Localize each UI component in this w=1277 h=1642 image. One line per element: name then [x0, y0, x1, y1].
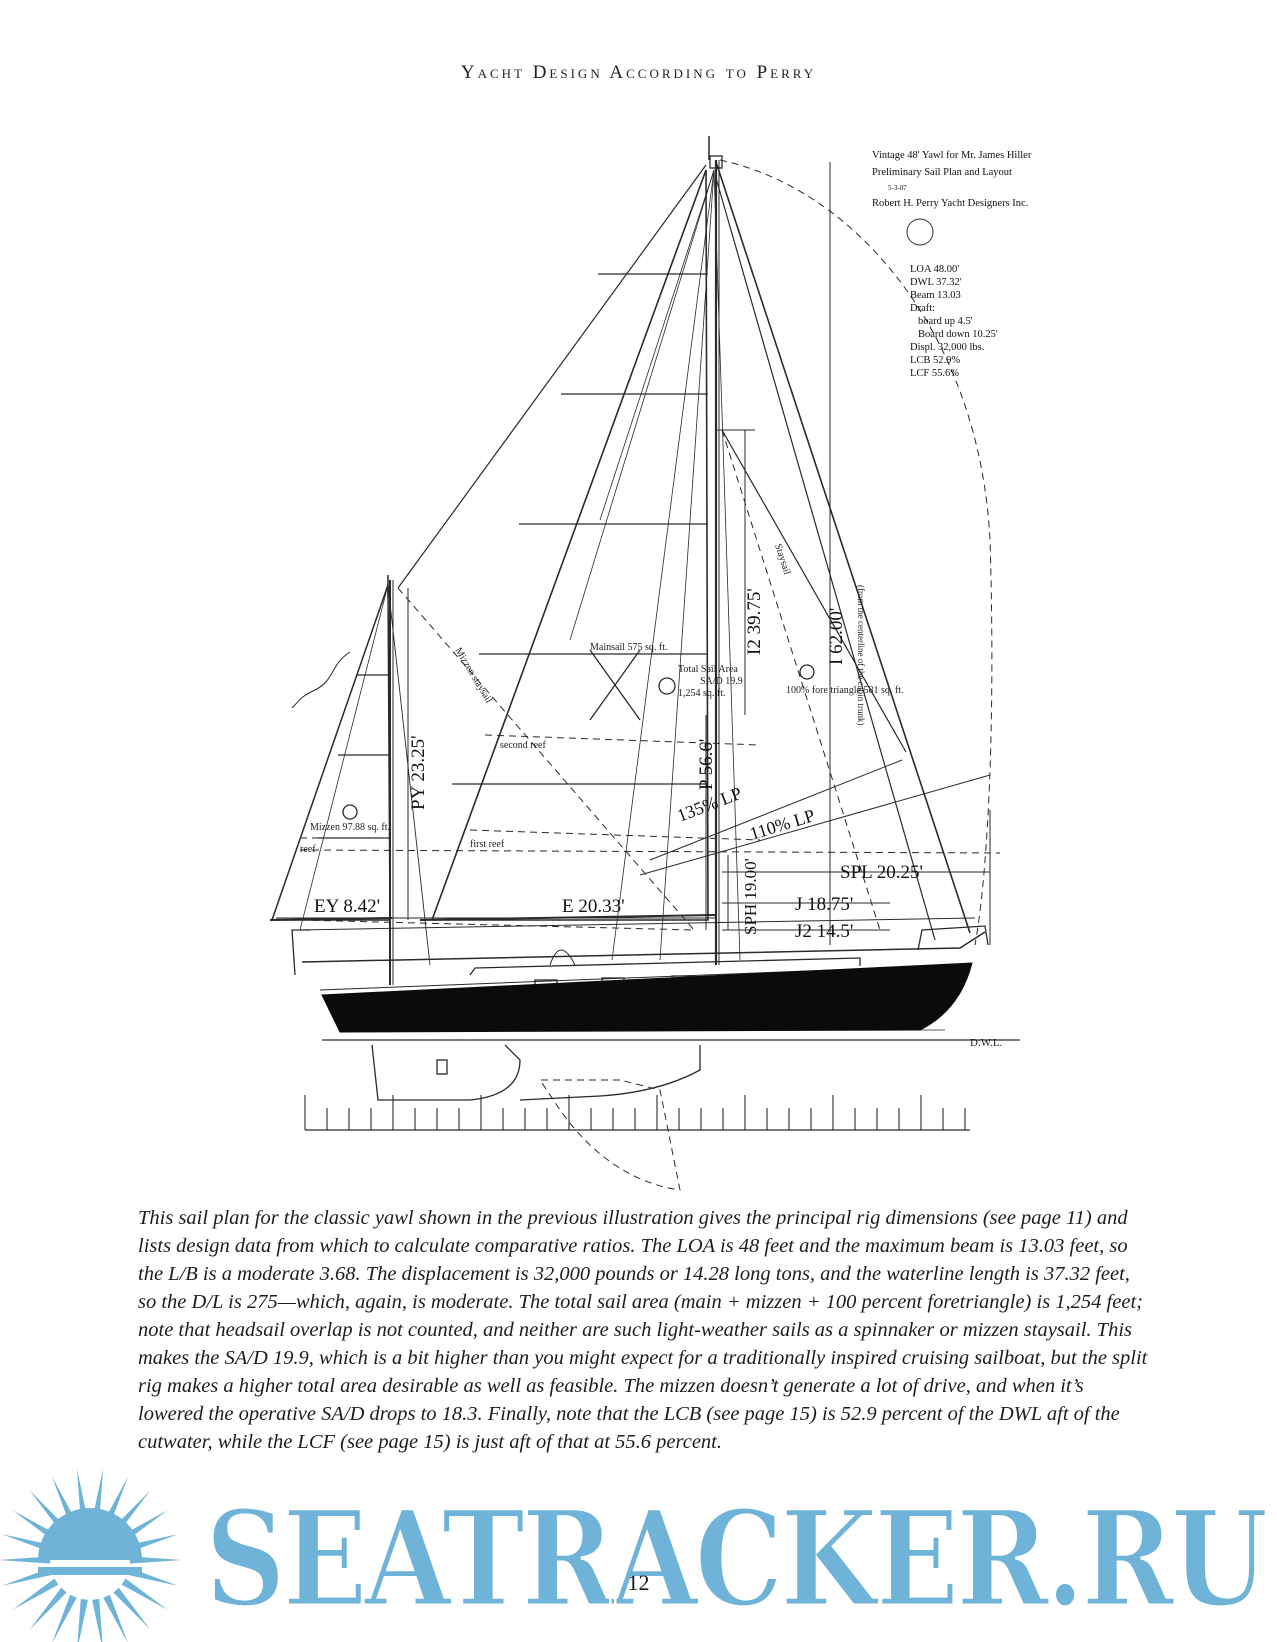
spec-line: Board down 10.25' [918, 329, 998, 340]
mainsail [432, 170, 708, 920]
label-mizzen: Mizzen 97.88 sq. ft. [310, 822, 390, 833]
spec-line: LCF 55.6% [910, 368, 960, 379]
title-drawing: Preliminary Sail Plan and Layout [872, 167, 1012, 178]
mizzen-sail [272, 585, 390, 920]
label-staysail: Staysail [772, 542, 793, 577]
spec-line: Beam 13.03 [910, 290, 961, 301]
dim-spl: SPL 20.25' [840, 862, 923, 883]
spec-line: Draft: [910, 303, 936, 314]
title-designer: Robert H. Perry Yacht Designers Inc. [872, 198, 1029, 209]
label-first-reef: first reef [470, 839, 505, 850]
title-block [872, 150, 1032, 245]
dim-p: P 56.6' [696, 738, 717, 790]
dim-ey: EY 8.42' [314, 896, 381, 917]
sun-logo-icon [0, 1469, 182, 1642]
dim-lp110: 110% LP [747, 805, 818, 844]
label-mainsail: Mainsail 575 sq. ft. [590, 642, 668, 653]
dim-j: J 18.75' [795, 894, 854, 915]
title-project: Vintage 48' Yawl for Mr. James Hiller [872, 150, 1032, 161]
spec-line: board up 4.5' [918, 316, 973, 327]
watermark-text: SEATRACKER.RU [205, 1482, 1267, 1637]
dim-i2: I2 39.75' [744, 588, 765, 655]
dim-py: PY 23.25' [408, 735, 429, 810]
spec-line: LCB 52.9% [910, 355, 961, 366]
page-number: 12 [627, 1570, 650, 1595]
label-total-sail-area: Total Sail Area [678, 664, 738, 675]
sun-ray [77, 1599, 88, 1642]
dim-sph: SPH 19.00' [741, 858, 760, 935]
figure-caption: This sail plan for the classic yawl shown in the previous illustration gives the principal rig dimensions (see page 11) and lists design data from which to calculate comparative ratios. The LOA is 48 feet and the maximum beam is 13.03 feet, so the L/B is a moderate 3.68. The displacement is 32,000 pounds or 14.28 long tons, and the waterline length is 37.32 feet, so the D/L is 275—which, again, is moderate. The total sail area (main + mizzen + 100 percent foretriangle) is 1,254 feet; note that headsail overlap is not counted, and neither are such light-weather sails as a spinnaker or mizzen staysail. This makes the SA/D 19.9, which is a bit higher than you might expect for a traditionally inspired cruising sailboat, but the split rig makes a higher total area desirable as well as feasible. The mizzen doesn’t generate a lot of drive, and when it’s lowered the operative SA/D drops to 18.3. Finally, note that the LCB (see page 15) is 52.9 percent of the DWL aft of the cutwater, while the LCF (see page 15) is just aft of that at 55.6 percent. [138, 1207, 1148, 1453]
watermark [0, 1455, 1277, 1642]
spec-line: DWL 37.32' [910, 277, 962, 288]
label-dwl: D.W.L. [970, 1037, 1003, 1049]
spec-line: LOA 48.00' [910, 264, 960, 275]
label-foretriangle: 100% fore triangle 581 sq. ft. [786, 685, 904, 696]
dim-i-note: (from the centerline of the cabin trunk) [856, 585, 866, 726]
dim-i: I 62.00' [826, 607, 847, 665]
designer-seal-icon [907, 219, 933, 245]
spec-line: Displ. 32,000 lbs. [910, 342, 985, 353]
dim-e: E 20.33' [562, 896, 625, 917]
label-second-reef: second reef [500, 740, 546, 751]
running-head: Yacht Design According to Perry [460, 62, 817, 83]
dim-lp135: 135% LP [674, 782, 745, 826]
dim-j2: J2 14.5' [795, 921, 854, 942]
label-total-sqft: 1,254 sq. ft. [678, 688, 726, 699]
spec-table [910, 264, 998, 379]
hull [322, 963, 972, 1032]
sun-ray [92, 1599, 103, 1642]
label-reef: reef [300, 844, 316, 855]
title-date: 5-3-07 [888, 184, 907, 192]
label-mizzen-staysail: Mizzen staysail [452, 645, 495, 706]
label-sad: SA/D 19.9 [700, 676, 743, 687]
